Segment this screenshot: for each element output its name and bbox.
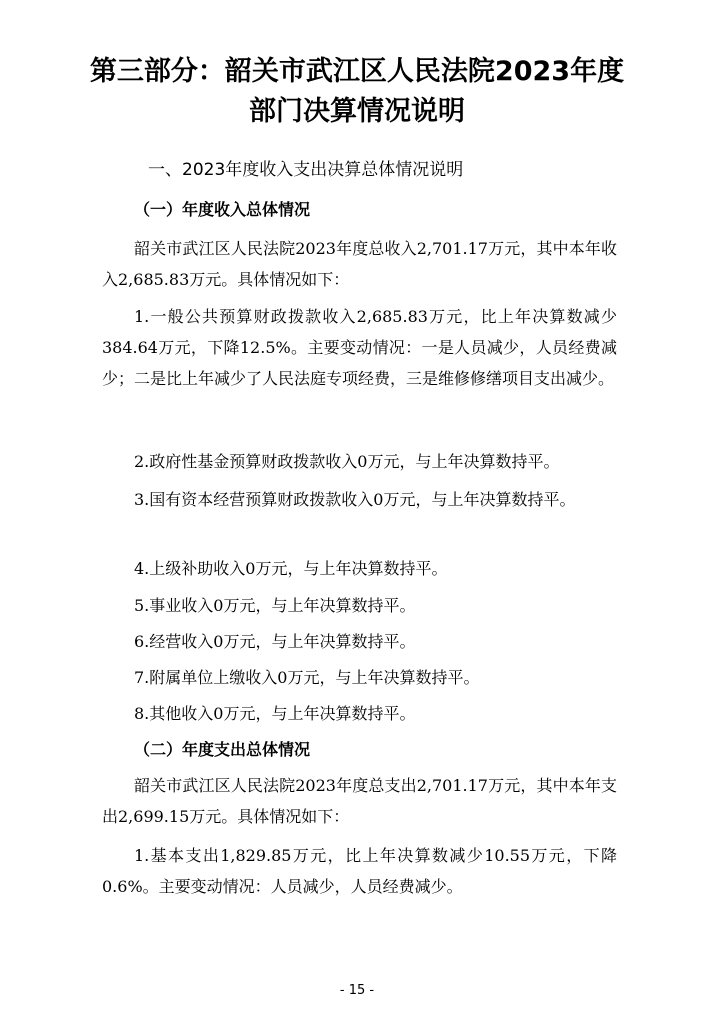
- expense-item-1: 1.基本支出1,829.85万元，比上年决算数减少10.55万元，下降0.6%。主要变动情况：人员减少，人员经费减少。: [102, 846, 617, 896]
- title-line-1: 第三部分：韶关市武江区人民法院2023年度: [89, 56, 625, 87]
- income-heading: （一）年度收入总体情况: [134, 200, 311, 219]
- income-item-6: 6.经营收入0万元，与上年决算数持平。: [134, 632, 416, 651]
- income-item-7: 7.附属单位上缴收入0万元，与上年决算数持平。: [134, 668, 480, 687]
- expense-intro: 韶关市武江区人民法院2023年度总支出2,701.17万元，其中本年支出2,699.15万元。具体情况如下：: [102, 776, 617, 826]
- page-number: - 15 -: [339, 983, 375, 998]
- title-line-2: 部门决算情况说明: [249, 96, 465, 127]
- section-heading: 一、2023年度收入支出决算总体情况说明: [148, 160, 464, 180]
- income-item-3: 3.国有资本经营预算财政拨款收入0万元，与上年决算数持平。: [134, 490, 576, 509]
- income-item-5: 5.事业收入0万元，与上年决算数持平。: [134, 596, 416, 615]
- income-item-8: 8.其他收入0万元，与上年决算数持平。: [134, 704, 416, 723]
- income-intro: 韶关市武江区人民法院2023年度总收入2,701.17万元，其中本年收入2,685.83万元。具体情况如下：: [102, 239, 617, 289]
- expense-heading: （二）年度支出总体情况: [134, 740, 311, 759]
- income-item-2: 2.政府性基金预算财政拨款收入0万元，与上年决算数持平。: [134, 452, 560, 471]
- income-item-1: 1.一般公共预算财政拨款收入2,685.83万元，比上年决算数减少384.64万元，下降12.5%。主要变动情况：一是人员减少，人员经费减少；二是比上年减少了人民法庭专项经费，三是维修修缮项目支出减少。: [102, 307, 617, 388]
- income-item-4: 4.上级补助收入0万元，与上年决算数持平。: [134, 559, 448, 578]
